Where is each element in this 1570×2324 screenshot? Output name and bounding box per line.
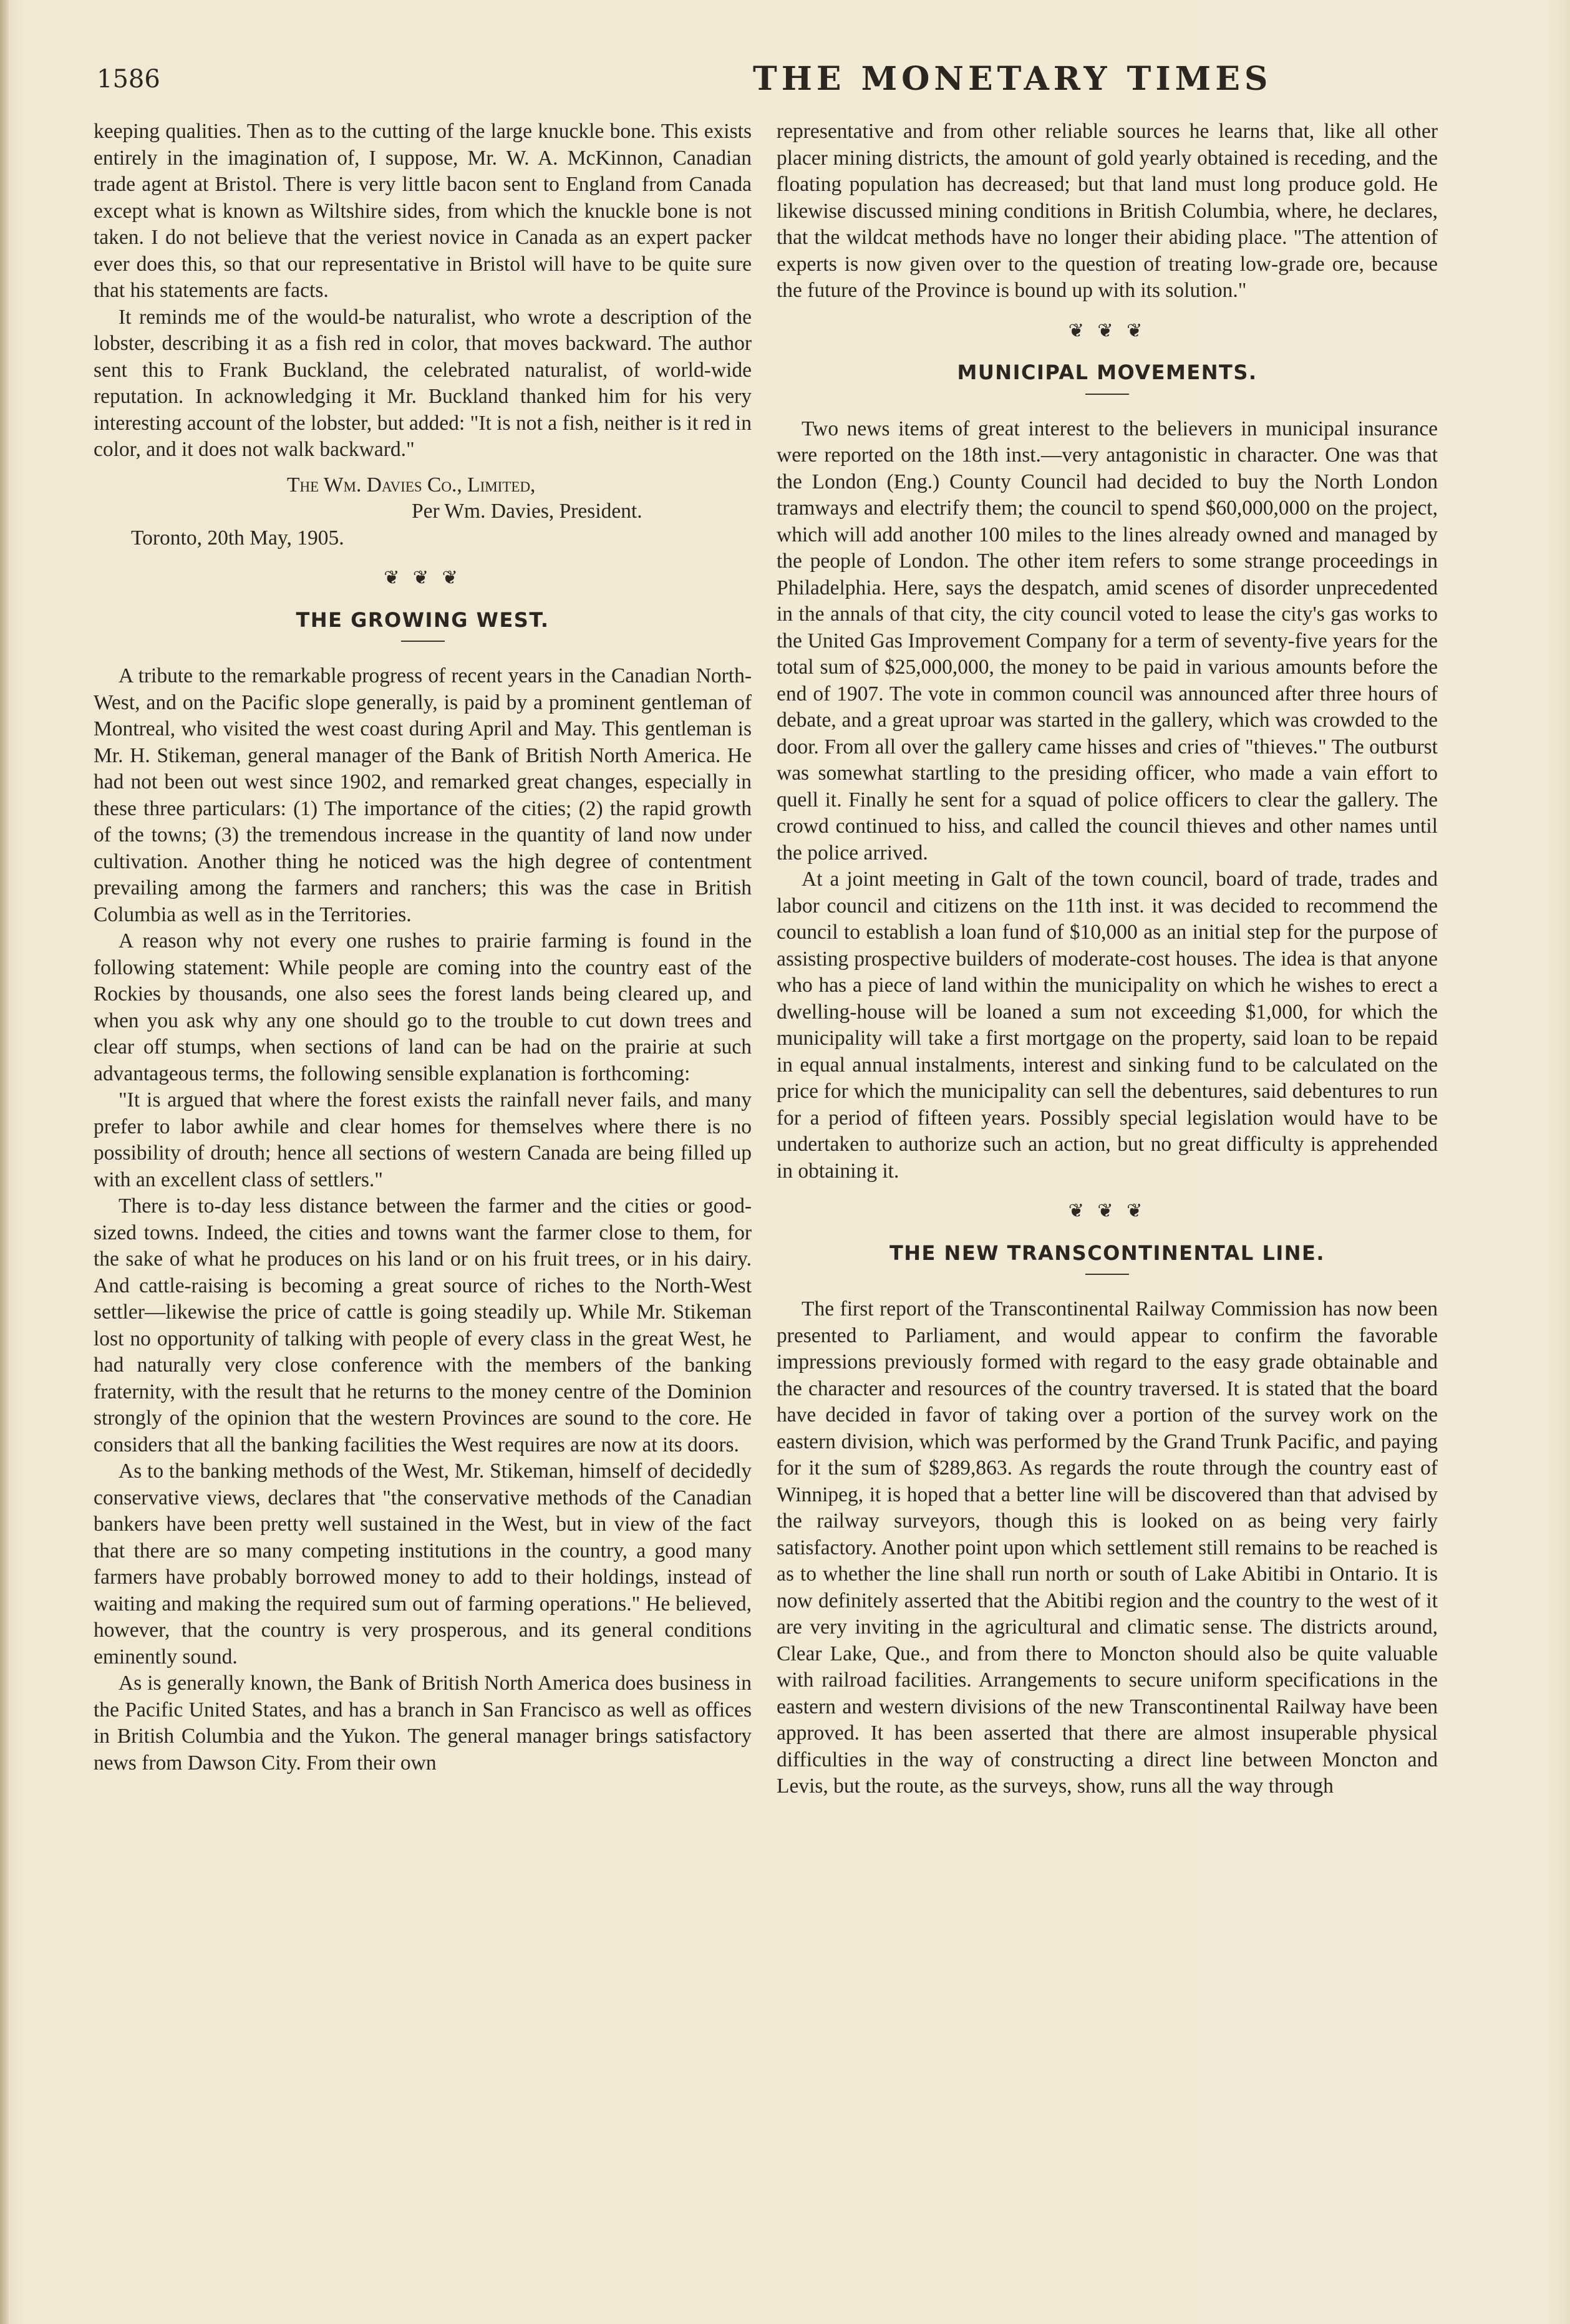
- letter-paragraph: keeping qualities. Then as to the cutting of the large knuckle bone. This exists entirely in the imagination of, I suppose, Mr. W. A. McKinnon, Canadian trade agent at Bristol. There is very little bacon sent to England from Canada except what is known as Wiltshire sides, from which the knuckle bone is not taken. I do not believe that the veriest novice in Canada as an expert packer ever does this, so that our representative in Bristol will have to be quite sure that his statements are facts.: [94, 120, 752, 302]
- letter-paragraph: It reminds me of the would-be naturalist, who wrote a description of the lobster, describing it as a fish red in color, that moves backward. The author sent this to Frank Buckland, the celebrated naturalist, of world-wide reputation. In acknowledging it Mr. Buckland thanked him for his very interesting account of the lobster, but added: "It is not a fish, neither is it red in color, and it does not walk backward.": [94, 305, 752, 461]
- article-title-municipal-movements: MUNICIPAL MOVEMENTS.: [957, 361, 1257, 384]
- article-paragraph: A tribute to the remarkable progress of recent years in the Canadian North-West, and on the Pacific slope generally, is paid by a prominent gentleman of Montreal, who visited the west coast during April and May. This gentleman is Mr. H. Stikeman, general manager of the Bank of British North America. He had not been out west since 1902, and remarked great changes, especially in these three particulars: (1) The importance of the cities; (2) the rapid growth of the towns; (3) the tremendous increase in the quantity of land now under cultivation. Another thing he noticed was the high degree of contentment prevailing among the farmers and ranchers; this was the case in British Columbia as well as in the Territories.: [94, 664, 752, 926]
- signature-place-date: Toronto, 20th May, 1905.: [131, 526, 344, 550]
- article-continuation: representative and from other reliable sources he learns that, like all other placer mining districts, the amount of gold yearly obtained is receding, and the floating population has decreased; but that land must long produce gold. He likewise discussed mining conditions in British Columbia, where, he declares, that the wildcat methods have no longer their abiding place. "The attention of experts is now given over to the question of treating low-grade ore, because the future of the Province is bound up with its solution.": [777, 120, 1438, 302]
- article-paragraph: As is generally known, the Bank of British North America does business in the Pacific United States, and has a branch in San Francisco as well as offices in British Columbia and the Yukon. The general manager brings satisfactory news from Dawson City. From their own: [94, 1672, 752, 1774]
- title-rule: [1085, 394, 1129, 395]
- letter-signature: [94, 472, 752, 552]
- page-header: [97, 60, 1469, 110]
- article-paragraph: There is to-day less distance between the farmer and the cities or good-sized towns. Indeed, the cities and towns want the farmer close to them, for the sake of what he produces on his land or on his fruit trees, or in his dairy. And cattle-raising is becoming a great source of riches to the North-West settler—likewise the price of cattle is going steadily up. While Mr. Stikeman lost no opportunity of talking with people of every class in the great West, he had naturally very close conference with the members of the banking fraternity, with the result that he returns to the money centre of the Dominion strongly of the opinion that the western Provinces are sound to the core. He considers that all the banking facilities the West requires are now at its doors.: [94, 1194, 752, 1456]
- article-quote: "It is argued that where the forest exists the rainfall never fails, and many prefer to labor awhile and clear homes for themselves where there is no possibility of drouth; hence all sections of western Canada are being filled up with an excellent class of settlers.": [94, 1088, 752, 1191]
- section-ornament: ❦ ❦ ❦: [1068, 319, 1146, 342]
- section-ornament: ❦ ❦ ❦: [1068, 1200, 1146, 1222]
- title-rule: [401, 641, 445, 642]
- article-paragraph: The first report of the Transcontinental Railway Commission has now been presented to Parliament, and would appear to confirm the favorable impressions previously formed with regard to the easy grade obtainable and the character and resources of the country traversed. It is stated that the board have decided in favor of taking over a portion of the survey work on the eastern division, which was performed by the Grand Trunk Pacific, and paying for it the sum of $289,863. As regards the route through the country east of Winnipeg, it is hoped that a better line will be discovered than that advised by the railway surveyors, though this is looked on as being very fairly satisfactory. Another point upon which settlement still remains to be reached is as to whether the line shall run north or south of Lake Abitibi in Ontario. It is now definitely asserted that the Abitibi region and the country to the west of it are very inviting in the agricultural and climatic sense. The districts around, Clear Lake, Que., and from there to Moncton should also be quite valuable with railroad facilities. Arrangements to secure uniform specifications in the eastern and western divisions of the new Transcontinental Railway have been approved. It has been asserted that there are almost insuperable physical difficulties in the way of constructing a direct line between Moncton and Levis, but the route, as the surveys, show, runs all the way through: [777, 1297, 1438, 1798]
- page-number: 1586: [97, 65, 160, 94]
- signature-company: The Wm. Davies Co., Limited,: [287, 473, 536, 496]
- article-paragraph: As to the banking methods of the West, Mr. Stikeman, himself of decidedly conservative views, declares that "the conservative methods of the Canadian bankers have been pretty well sustained in the West, but in view of the fact that there are so many competing institutions in the country, a good many farmers have probably borrowed money to add to their holdings, instead of waiting and making the required sum out of farming operations." He believed, however, that the country is very prosperous, and its general conditions eminently sound.: [94, 1460, 752, 1668]
- masthead-title: THE MONETARY TIMES: [753, 60, 1272, 98]
- title-rule: [1085, 1274, 1129, 1275]
- article-title-transcontinental: THE NEW TRANSCONTINENTAL LINE.: [889, 1241, 1325, 1265]
- left-column: [94, 119, 752, 2264]
- signature-person: Per Wm. Davies, President.: [412, 500, 642, 523]
- section-ornament: ❦ ❦ ❦: [384, 567, 462, 589]
- binding-edge: [0, 0, 9, 2324]
- article-paragraph: At a joint meeting in Galt of the town council, board of trade, trades and labor council and citizens on the 11th inst. it was decided to recommend the council to establish a loan fund of $10,000 as an initial step for the purpose of assisting prospective builders of moderate-cost houses. The idea is that anyone who has a piece of land within the municipality on which he wishes to erect a dwelling-house will be loaned a sum not exceeding $1,000, for which the municipality will take a first mortgage on the property, said loan to be repaid in equal annual instalments, interest and sinking fund to be calculated on the price for which the municipality can sell the debentures, said debentures to run for a period of fifteen years. Possibly special legislation would have to be undertaken to authorize such an action, but no great difficulty is apprehended in obtaining it.: [777, 868, 1438, 1183]
- article-paragraph: Two news items of great interest to the believers in municipal insurance were reported on the 18th inst.—very antagonistic in character. One was that the London (Eng.) County Council had decided to buy the North London tramways and electrify them; the council to spend $60,000,000 on the project, which will add another 100 miles to the lines already owned and managed by the people of London. The other item refers to some strange proceedings in Philadelphia. Here, says the despatch, amid scenes of disorder unprecedented in the annals of that city, the city council voted to lease the city's gas works to the United Gas Improvement Company for a term of seventy-five years for the total sum of $25,000,000, the money to be paid in various amounts before the end of 1907. The vote in common council was announced after three hours of debate, and a great uproar was started in the gallery, which was crowded to the door. From all over the gallery came hisses and cries of "thieves." The outburst was somewhat startling to the presiding officer, who made a vain effort to quell it. Finally he sent for a squad of police officers to clear the gallery. The crowd continued to hiss, and called the council thieves and other names until the police arrived.: [777, 417, 1438, 864]
- article-title-growing-west: THE GROWING WEST.: [296, 608, 550, 632]
- right-column: [777, 119, 1438, 2264]
- article-paragraph: A reason why not every one rushes to prairie farming is found in the following statement: While people are coming into the country east of the Rockies by thousands, one also sees the forest lands being cleared up, and when you ask why any one should go to the trouble to cut down trees and clear off stumps, when sections of land can be had on the prairie at such advantageous terms, the following sensible explanation is forthcoming:: [94, 929, 752, 1085]
